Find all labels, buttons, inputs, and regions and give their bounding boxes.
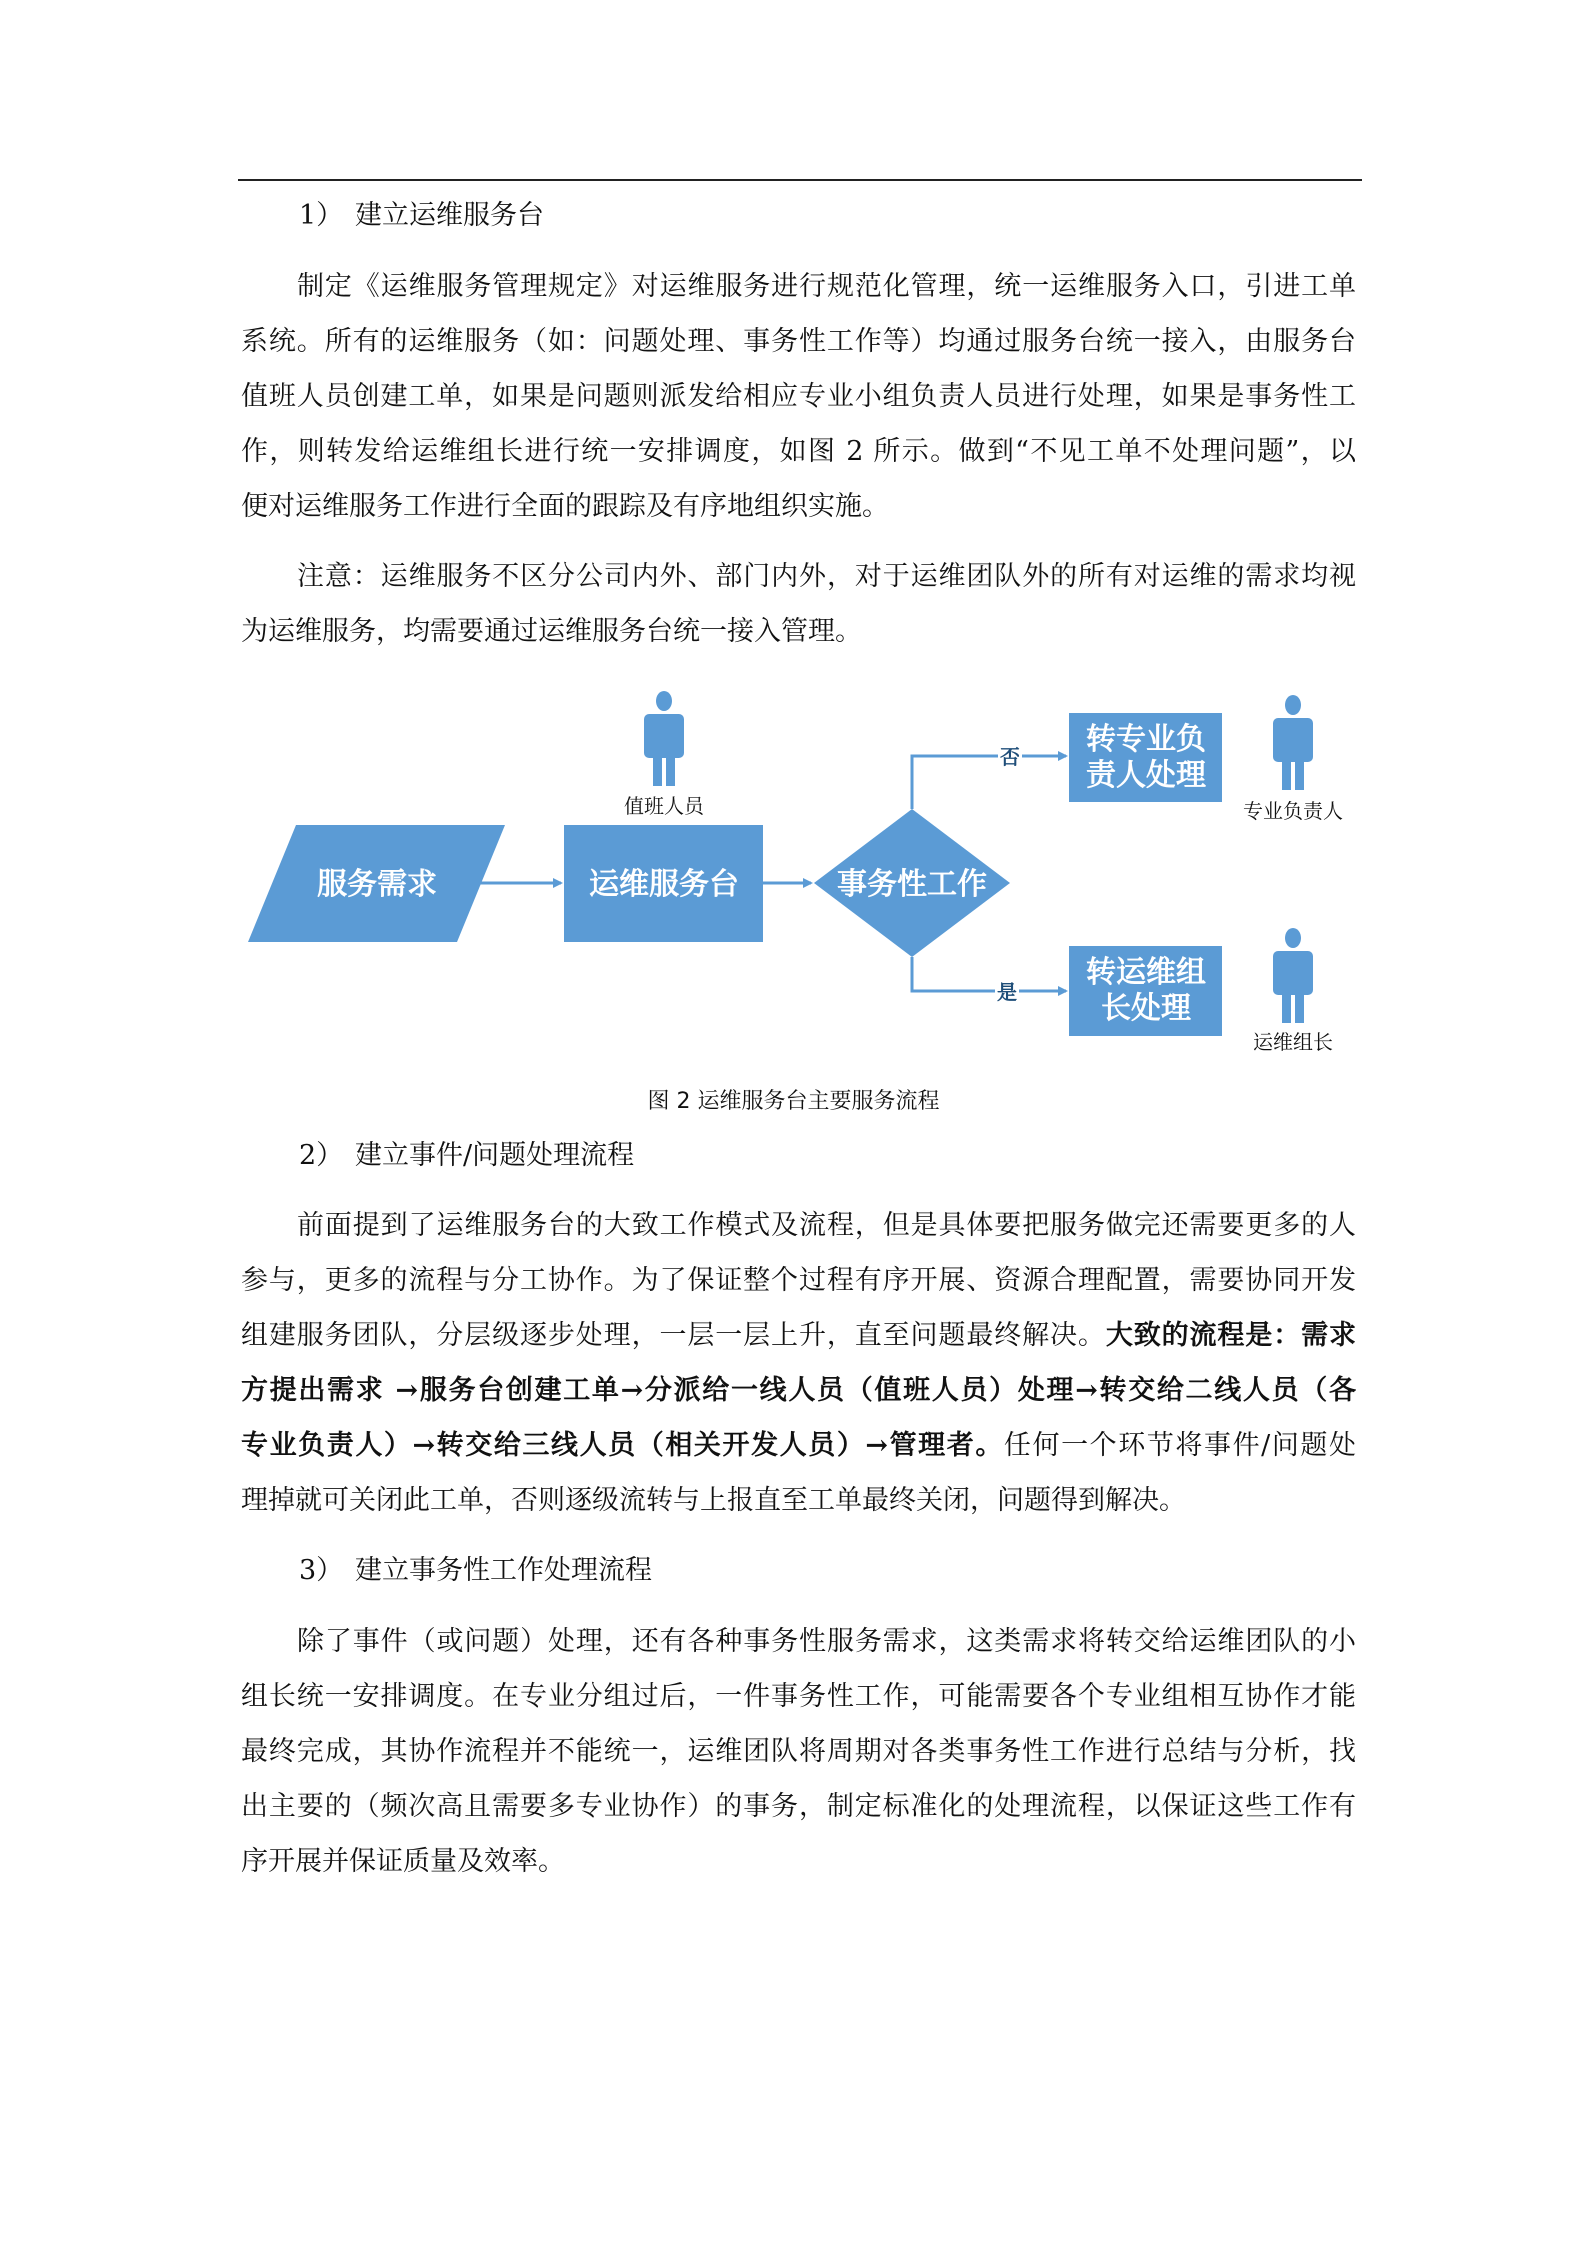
duty-person-icon [644,691,684,786]
specialist-box-label: 转专业负 [1086,722,1206,757]
section-heading-3 [299,1551,652,1591]
section-number: 2） [299,1140,344,1171]
specialist-person-icon [1273,695,1313,790]
text-run: 最终完成，其协作流程并不能统一，运维团队将周期对各类事务性工作进行总结与分析，找 [241,1736,1356,1767]
leader-box-label: 长处理 [1101,991,1191,1026]
text-run: 系统。所有的运维服务（如：问题处理、事务性工作等）均通过服务台统一接入，由服务台 [241,326,1356,357]
bold-text: 大致的流程是：需求 [1105,1320,1357,1351]
bold-text: 方提出需求 →服务台创建工单→分派给一线人员（值班人员）处理→转交给二线人员（各 [241,1375,1356,1406]
leader-person-icon [1273,928,1313,1023]
text-run: 前面提到了运维服务台的大致工作模式及流程，但是具体要把服务做完还需要更多的人 [297,1210,1356,1241]
section-number: 3） [299,1555,344,1586]
text-run: 值班人员创建工单，如果是问题则派发给相应专业小组负责人员进行处理，如果是事务性工 [241,381,1356,412]
text-line [241,1787,1356,1842]
text-run: 参与，更多的流程与分工协作。为了保证整个过程有序开展、资源合理配置，需要协同开发 [241,1265,1356,1296]
paragraph [241,1206,1356,1536]
section-heading-2 [299,1136,634,1176]
text-run: 除了事件（或问题）处理，还有各种事务性服务需求，这类需求将转交给运维团队的小 [297,1626,1356,1657]
text-run: 为运维服务，均需要通过运维服务台统一接入管理。 [241,616,862,647]
text-run: 制定《运维服务管理规定》对运维服务进行规范化管理，统一运维服务入口，引进工单 [297,271,1356,302]
text-run: 组长统一安排调度。在专业分组过后，一件事务性工作，可能需要各个专业组相互协作才能 [241,1681,1356,1712]
text-line [241,1206,1356,1261]
paragraph [241,1622,1356,1897]
text-run: 序开展并保证质量及效率。 [241,1846,565,1877]
text-run: 注意：运维服务不区分公司内外、部门内外，对于运维团队外的所有对运维的需求均视 [297,561,1356,592]
text-run: 出主要的（频次高且需要多专业协作）的事务，制定标准化的处理流程，以保证这些工作有 [241,1791,1356,1822]
text-line [241,1426,1356,1481]
text-line [241,1732,1356,1787]
text-run: 作，则转发给运维组长进行统一安排调度，如图 2 所示。做到“不见工单不处理问题”，以 [241,436,1356,467]
section-number: 1） [299,200,344,231]
arrow-no-branch [912,756,1066,809]
text-line [241,1261,1356,1316]
text-line [241,1622,1356,1677]
flowchart [0,0,1587,1080]
yes-label: 是 [997,980,1017,1004]
bold-text: 专业负责人）→转交给三线人员（相关开发人员）→管理者。 [241,1430,1004,1461]
decision-label: 事务性工作 [837,867,987,902]
service-desk-label: 运维服务台 [589,867,739,902]
figure-caption: 图 2 运维服务台主要服务流程 [647,1089,940,1114]
duty-person-label: 值班人员 [624,794,704,818]
specialist-person-label: 专业负责人 [1243,799,1343,823]
no-label: 否 [1000,745,1020,769]
text-line [241,1842,1356,1897]
text-line [241,1371,1356,1426]
text-line [241,1316,1356,1371]
section-title: 建立运维服务台 [355,200,544,231]
text-run: 组建服务团队，分层级逐步处理，一层一层上升，直至问题最终解决。 [241,1320,1106,1351]
section-title: 建立事务性工作处理流程 [355,1555,652,1586]
arrow-yes-branch [912,957,1066,991]
section-title: 建立事件/问题处理流程 [355,1140,635,1171]
leader-box-label: 转运维组 [1086,955,1206,990]
specialist-box-label: 责人处理 [1086,758,1206,793]
text-run: 便对运维服务工作进行全面的跟踪及有序地组织实施。 [241,491,889,522]
text-run: 任何一个环节将事件/问题处 [1003,1430,1356,1461]
text-line [241,1677,1356,1732]
text-line [241,1481,1356,1536]
text-run: 理掉就可关闭此工单，否则逐级流转与上报直至工单最终关闭，问题得到解决。 [241,1485,1186,1516]
service-request-label: 服务需求 [317,867,437,902]
leader-person-label: 运维组长 [1253,1030,1333,1054]
